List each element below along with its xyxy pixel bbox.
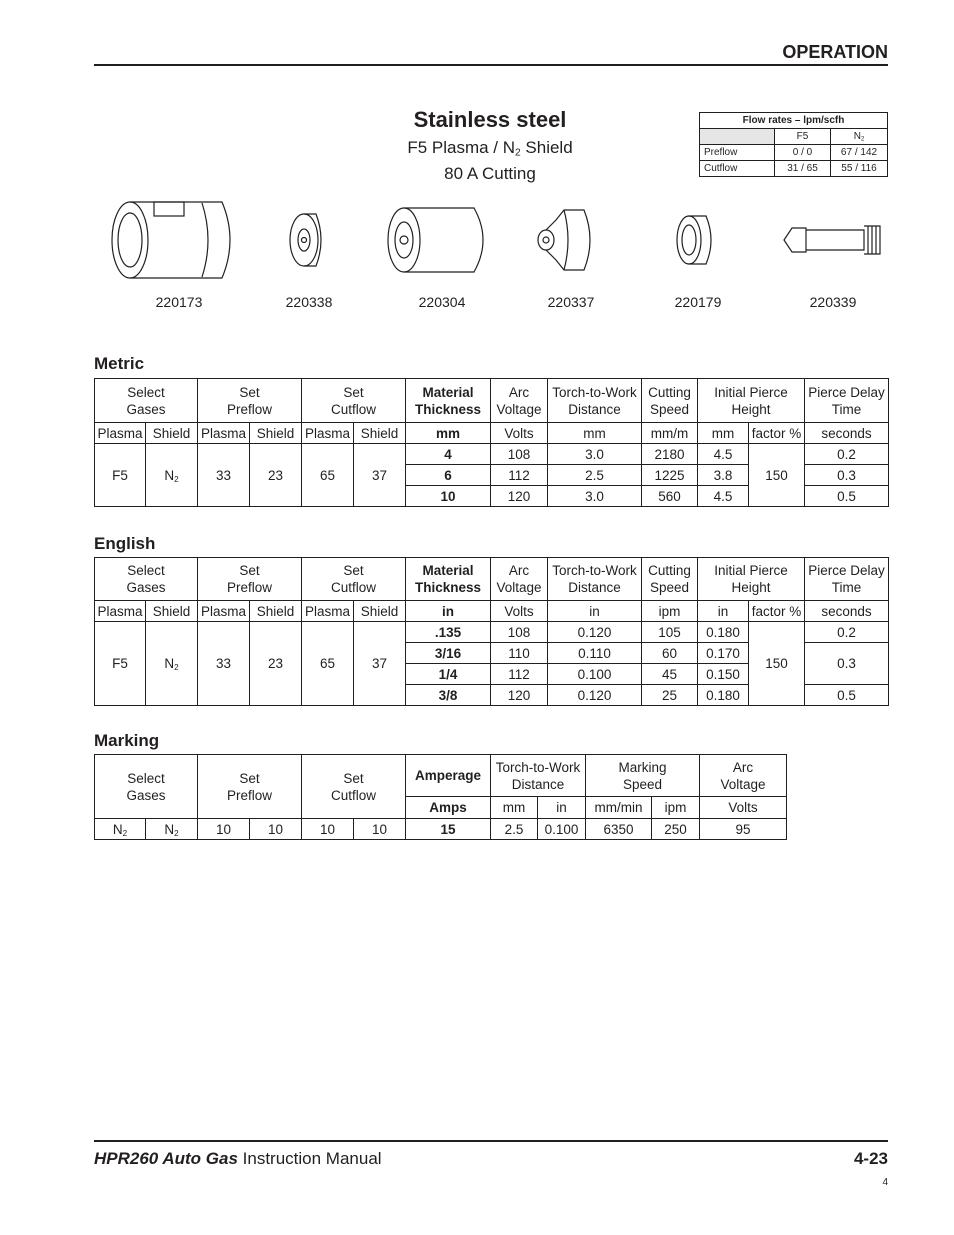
subscript: 2 xyxy=(174,474,179,484)
data-cell: 10 xyxy=(198,819,250,840)
hdr-text: Pierce Delay xyxy=(808,563,885,578)
data-cell: 120 xyxy=(491,486,548,507)
data-cell: 0.100 xyxy=(538,819,586,840)
flow-rates-table xyxy=(699,112,888,177)
data-cell: 2.5 xyxy=(548,465,642,486)
hdr-text: Thickness xyxy=(414,401,482,417)
part-number: 220179 xyxy=(674,294,722,310)
unit-cell: Plasma xyxy=(95,601,146,622)
subtitle-text: F5 Plasma / N xyxy=(407,138,516,157)
part-number: 220304 xyxy=(418,294,466,310)
unit-cell: factor % xyxy=(749,601,805,622)
preflow-plasma-cell: 33 xyxy=(198,444,250,507)
marking-table xyxy=(94,754,787,840)
hdr-text: Set xyxy=(239,770,260,786)
preflow-plasma-cell: 33 xyxy=(198,622,250,706)
section-header xyxy=(94,40,888,66)
metric-title: Metric xyxy=(94,354,145,373)
marking-title: Marking xyxy=(94,731,160,750)
unit-cell: mm/m xyxy=(642,423,698,444)
header-cutting-speed xyxy=(642,558,698,601)
data-cell: 0.100 xyxy=(548,664,642,685)
part-number: 220339 xyxy=(809,294,857,310)
unit-cell: Shield xyxy=(354,601,406,622)
factor-cell: 150 xyxy=(749,622,805,706)
cutflow-plasma-cell: 65 xyxy=(302,444,354,507)
header-material-thickness xyxy=(406,558,491,601)
data-cell: 560 xyxy=(642,486,698,507)
unit-cell: mm/min xyxy=(586,797,652,819)
data-cell: 10 xyxy=(250,819,302,840)
table-row xyxy=(95,622,889,643)
hdr-text: Material xyxy=(422,563,474,578)
part-number: 220338 xyxy=(285,294,333,310)
swirl-ring-small-icon xyxy=(677,216,711,264)
hdr-text: Select xyxy=(127,770,165,786)
hdr-text: Set xyxy=(343,384,364,400)
factor-cell: 150 xyxy=(749,444,805,507)
hdr-text: Cutflow xyxy=(330,401,376,417)
data-cell: 4.5 xyxy=(698,486,749,507)
hdr-text: Material xyxy=(422,384,474,400)
header-initial-pierce xyxy=(698,558,805,601)
header-set-cutflow xyxy=(302,558,406,601)
hdr-text: Torch-to-Work xyxy=(495,759,581,775)
flow-row-label: Cutflow xyxy=(700,161,775,177)
n2-text: N xyxy=(164,821,175,837)
cutflow-shield-cell: 37 xyxy=(354,622,406,706)
table-row xyxy=(95,444,889,465)
header-marking-speed xyxy=(586,755,700,797)
hdr-text: Distance xyxy=(511,776,565,792)
data-cell: 105 xyxy=(642,622,698,643)
unit-cell: mm xyxy=(698,423,749,444)
unit-cell: Volts xyxy=(491,423,548,444)
hdr-text: Time xyxy=(831,401,862,417)
hdr-text: Cutflow xyxy=(330,580,376,595)
hdr-text: Torch-to-Work xyxy=(552,384,637,400)
hdr-text: Select xyxy=(127,384,165,400)
title-block xyxy=(330,105,650,187)
hdr-text: Voltage xyxy=(496,580,542,595)
data-cell: 45 xyxy=(642,664,698,685)
unit-cell: Shield xyxy=(354,423,406,444)
header-arc-voltage xyxy=(491,558,548,601)
hdr-text: Initial Pierce xyxy=(714,563,788,578)
subscript: 2 xyxy=(122,828,128,838)
header-torch-to-work xyxy=(491,755,586,797)
unit-cell: in xyxy=(538,797,586,819)
header-set-preflow xyxy=(198,379,302,423)
flow-col-f5: F5 xyxy=(775,129,831,145)
hdr-text: Select xyxy=(127,563,165,578)
data-cell: 108 xyxy=(491,444,548,465)
unit-cell: Plasma xyxy=(198,601,250,622)
flow-row-label: Preflow xyxy=(700,145,775,161)
footer-rule xyxy=(94,1140,888,1142)
data-cell: 0.120 xyxy=(548,685,642,706)
hdr-text: Preflow xyxy=(226,580,272,595)
hdr-text: Set xyxy=(239,563,260,578)
table-row xyxy=(95,819,787,840)
subscript: 2 xyxy=(515,147,521,159)
subscript: 2 xyxy=(174,828,179,838)
hdr-text: Set xyxy=(343,770,364,786)
part-number: 220173 xyxy=(155,294,203,310)
hdr-text: Torch-to-Work xyxy=(552,563,637,578)
unit-cell: in xyxy=(406,601,491,622)
unit-cell: in xyxy=(698,601,749,622)
unit-cell: ipm xyxy=(652,797,700,819)
flow-blank-cell xyxy=(700,129,775,145)
hdr-text: Arc xyxy=(732,759,754,775)
unit-cell: Plasma xyxy=(302,423,354,444)
gas-shield-cell xyxy=(146,444,198,507)
hdr-text: Preflow xyxy=(226,787,272,803)
data-cell: 0.170 xyxy=(698,643,749,664)
data-cell: 0.180 xyxy=(698,685,749,706)
metric-table xyxy=(94,378,889,507)
data-cell: 0.2 xyxy=(805,444,889,465)
manual-label: Instruction Manual xyxy=(237,1149,382,1168)
page-title: Stainless steel xyxy=(413,107,567,132)
data-cell: 0.150 xyxy=(698,664,749,685)
data-cell: 108 xyxy=(491,622,548,643)
unit-cell: mm xyxy=(491,797,538,819)
unit-cell: Shield xyxy=(146,601,198,622)
data-cell: 95 xyxy=(700,819,787,840)
header-initial-pierce xyxy=(698,379,805,423)
hdr-text: Pierce Delay xyxy=(808,384,885,400)
flow-cell: 31 / 65 xyxy=(775,161,831,177)
amperage-subtitle: 80 A Cutting xyxy=(444,164,536,183)
thickness-cell: 4 xyxy=(406,444,491,465)
n2-text: N xyxy=(112,821,123,837)
n2-text: N xyxy=(853,130,861,142)
data-cell: 0.5 xyxy=(805,486,889,507)
thickness-cell: .135 xyxy=(406,622,491,643)
unit-cell: Volts xyxy=(491,601,548,622)
hdr-text: Thickness xyxy=(414,580,482,595)
page-number: 4-23 xyxy=(853,1149,888,1168)
cutflow-shield-cell: 37 xyxy=(354,444,406,507)
hdr-text: Speed xyxy=(649,580,690,595)
hdr-text: Cutflow xyxy=(330,787,376,803)
data-cell: 0.2 xyxy=(805,622,889,643)
part-number: 220337 xyxy=(547,294,595,310)
unit-cell: ipm xyxy=(642,601,698,622)
data-cell: 250 xyxy=(652,819,700,840)
data-cell: 120 xyxy=(491,685,548,706)
header-pierce-delay xyxy=(805,379,889,423)
header-select-gases xyxy=(95,379,198,423)
hdr-text: Speed xyxy=(622,776,663,792)
unit-cell: Amps xyxy=(406,797,491,819)
hdr-text: Height xyxy=(731,401,771,417)
flow-cell: 0 / 0 xyxy=(775,145,831,161)
unit-cell: Shield xyxy=(146,423,198,444)
swirl-ring-icon xyxy=(388,208,483,272)
product-name: HPR260 Auto Gas xyxy=(94,1149,238,1168)
data-cell: 3.0 xyxy=(548,486,642,507)
hdr-text: Cutting xyxy=(648,384,691,400)
header-cutting-speed xyxy=(642,379,698,423)
header-set-cutflow xyxy=(302,379,406,423)
gas-plasma-cell: F5 xyxy=(95,622,146,706)
hdr-text: Height xyxy=(731,580,771,595)
unit-cell: Shield xyxy=(250,423,302,444)
unit-cell: Shield xyxy=(250,601,302,622)
hdr-text: Gases xyxy=(126,787,166,803)
unit-cell: mm xyxy=(406,423,491,444)
hdr-text: Distance xyxy=(568,401,621,417)
header-arc-voltage xyxy=(491,379,548,423)
header-torch-to-work xyxy=(548,558,642,601)
subtitle-text-end: Shield xyxy=(520,138,573,157)
flow-rates-title: Flow rates – lpm/scfh xyxy=(700,113,888,129)
data-cell: 3.8 xyxy=(698,465,749,486)
small-page-number: 4 xyxy=(882,1177,888,1188)
data-cell: 1225 xyxy=(642,465,698,486)
data-cell: 3.0 xyxy=(548,444,642,465)
retaining-cap-icon xyxy=(112,202,230,278)
data-cell: 6350 xyxy=(586,819,652,840)
header-pierce-delay xyxy=(805,558,889,601)
data-cell: 10 xyxy=(354,819,406,840)
electrode-icon xyxy=(784,226,880,254)
thickness-cell: 1/4 xyxy=(406,664,491,685)
cutflow-plasma-cell: 65 xyxy=(302,622,354,706)
english-table xyxy=(94,557,889,706)
hdr-text: Gases xyxy=(126,580,166,595)
english-title: English xyxy=(94,534,156,553)
hdr-text: Arc xyxy=(508,384,530,400)
hdr-text: Set xyxy=(343,563,364,578)
header-amperage: Amperage xyxy=(406,755,491,797)
hdr-text: Marking xyxy=(618,759,667,775)
unit-cell: factor % xyxy=(749,423,805,444)
hdr-text: Preflow xyxy=(226,401,272,417)
data-cell: 112 xyxy=(491,465,548,486)
header-select-gases xyxy=(95,755,198,819)
data-cell: 60 xyxy=(642,643,698,664)
unit-cell: in xyxy=(548,601,642,622)
header-select-gases xyxy=(95,558,198,601)
unit-cell: Plasma xyxy=(198,423,250,444)
data-cell: 25 xyxy=(642,685,698,706)
data-cell: 0.180 xyxy=(698,622,749,643)
preflow-shield-cell: 23 xyxy=(250,622,302,706)
unit-cell: Volts xyxy=(700,797,787,819)
footer-manual-title xyxy=(94,1149,382,1169)
thickness-cell: 6 xyxy=(406,465,491,486)
flow-cell: 55 / 116 xyxy=(831,161,888,177)
data-cell: 0.3 xyxy=(805,465,889,486)
data-cell: 110 xyxy=(491,643,548,664)
thickness-cell: 3/16 xyxy=(406,643,491,664)
header-arc-voltage xyxy=(700,755,787,797)
flow-cell: 67 / 142 xyxy=(831,145,888,161)
preflow-shield-cell: 23 xyxy=(250,444,302,507)
data-cell: 2.5 xyxy=(491,819,538,840)
hdr-text: Voltage xyxy=(720,776,766,792)
thickness-cell: 10 xyxy=(406,486,491,507)
data-cell: 0.110 xyxy=(548,643,642,664)
data-cell: 15 xyxy=(406,819,491,840)
gas-plasma-cell xyxy=(95,819,146,840)
unit-cell: Plasma xyxy=(95,423,146,444)
data-cell: 2180 xyxy=(642,444,698,465)
subscript: 2 xyxy=(860,136,865,142)
header-set-preflow xyxy=(198,755,302,819)
hdr-text: Arc xyxy=(508,563,530,578)
hdr-text: Gases xyxy=(126,401,166,417)
unit-cell: Plasma xyxy=(302,601,354,622)
nozzle-icon xyxy=(538,210,590,270)
unit-cell: seconds xyxy=(805,423,889,444)
subscript: 2 xyxy=(174,663,179,673)
data-cell: 112 xyxy=(491,664,548,685)
header-material-thickness xyxy=(406,379,491,423)
hdr-text: Speed xyxy=(649,401,690,417)
section-title: OPERATION xyxy=(782,42,888,62)
data-cell: 10 xyxy=(302,819,354,840)
unit-cell: seconds xyxy=(805,601,889,622)
hdr-text: Voltage xyxy=(496,401,542,417)
data-cell: 0.5 xyxy=(805,685,889,706)
process-subtitle xyxy=(330,135,650,161)
data-cell: 0.120 xyxy=(548,622,642,643)
hdr-text: Cutting xyxy=(648,563,691,578)
gas-shield-cell xyxy=(146,819,198,840)
n2-text: N xyxy=(164,467,175,483)
consumable-parts xyxy=(94,190,894,320)
shield-icon xyxy=(290,214,321,266)
thickness-cell: 3/8 xyxy=(406,685,491,706)
flow-col-n2 xyxy=(831,129,888,145)
gas-plasma-cell: F5 xyxy=(95,444,146,507)
header-set-cutflow xyxy=(302,755,406,819)
hdr-text: Distance xyxy=(568,580,621,595)
hdr-text: Initial Pierce xyxy=(714,384,788,400)
header-torch-to-work xyxy=(548,379,642,423)
gas-shield-cell xyxy=(146,622,198,706)
n2-text: N xyxy=(164,656,175,671)
hdr-text: Set xyxy=(239,384,260,400)
unit-cell: mm xyxy=(548,423,642,444)
consumable-parts-illustration xyxy=(94,190,894,290)
data-cell: 4.5 xyxy=(698,444,749,465)
header-set-preflow xyxy=(198,558,302,601)
hdr-text: Time xyxy=(831,580,862,595)
data-cell: 0.3 xyxy=(805,643,889,685)
